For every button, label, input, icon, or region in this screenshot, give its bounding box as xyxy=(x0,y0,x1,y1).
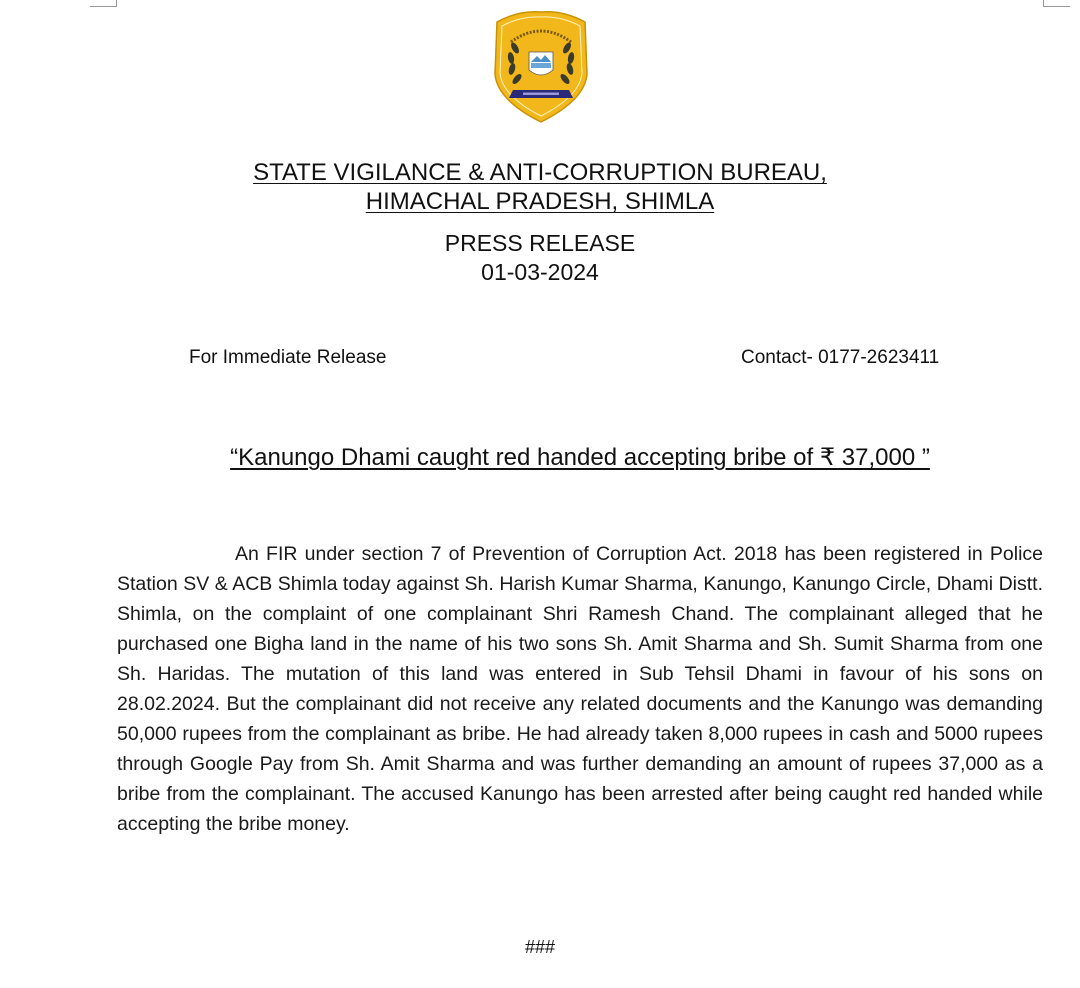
press-release-title: “Kanungo Dhami caught red handed accepting bribe of ₹ 37,000 ” xyxy=(230,444,930,471)
release-date: 01-03-2024 xyxy=(481,259,599,285)
body-paragraph: An FIR under section 7 of Prevention of Corruption Act. 2018 has been registered in Police Station SV & ACB Shimla today against Sh. Harish Kumar Sharma, Kanungo, Kanungo Circle, Dhami Distt. Shimla, on the complaint of one complainant Shri Ramesh Chand. The complainant alleged that he purchased one Bigha land in the name of his two sons Sh. Amit Sharma and Sh. Sumit Sharma from one Sh. Haridas. The mutation of this land was entered in Sub Tehsil Dhami in favour of his sons on 28.02.2024. But the complainant did not receive any related documents and the Kanungo was demanding 50,000 rupees from the complainant as bribe. He had already taken 8,000 rupees in cash and 5000 rupees through Google Pay from Sh. Amit Sharma and was further demanding an amount of rupees 37,000 as a bribe from the complainant. The accused Kanungo has been arrested after being caught red handed while accepting the bribe money. xyxy=(117,543,1043,835)
document-type: PRESS RELEASE xyxy=(444,230,636,256)
bureau-emblem-logo xyxy=(489,8,593,124)
bureau-name-line2: HIMACHAL PRADESH, SHIMLA xyxy=(365,188,715,215)
contact-number: Contact- 0177-2623411 xyxy=(741,347,940,368)
press-release-body xyxy=(117,539,1043,839)
end-mark: ### xyxy=(524,937,556,957)
center-badge xyxy=(529,52,553,75)
page-corner-mark-right xyxy=(1043,0,1070,7)
page-corner-mark-left xyxy=(90,0,117,7)
immediate-release-label: For Immediate Release xyxy=(189,347,387,368)
bureau-name-line1: STATE VIGILANCE & ANTI-CORRUPTION BUREAU, xyxy=(253,159,827,186)
